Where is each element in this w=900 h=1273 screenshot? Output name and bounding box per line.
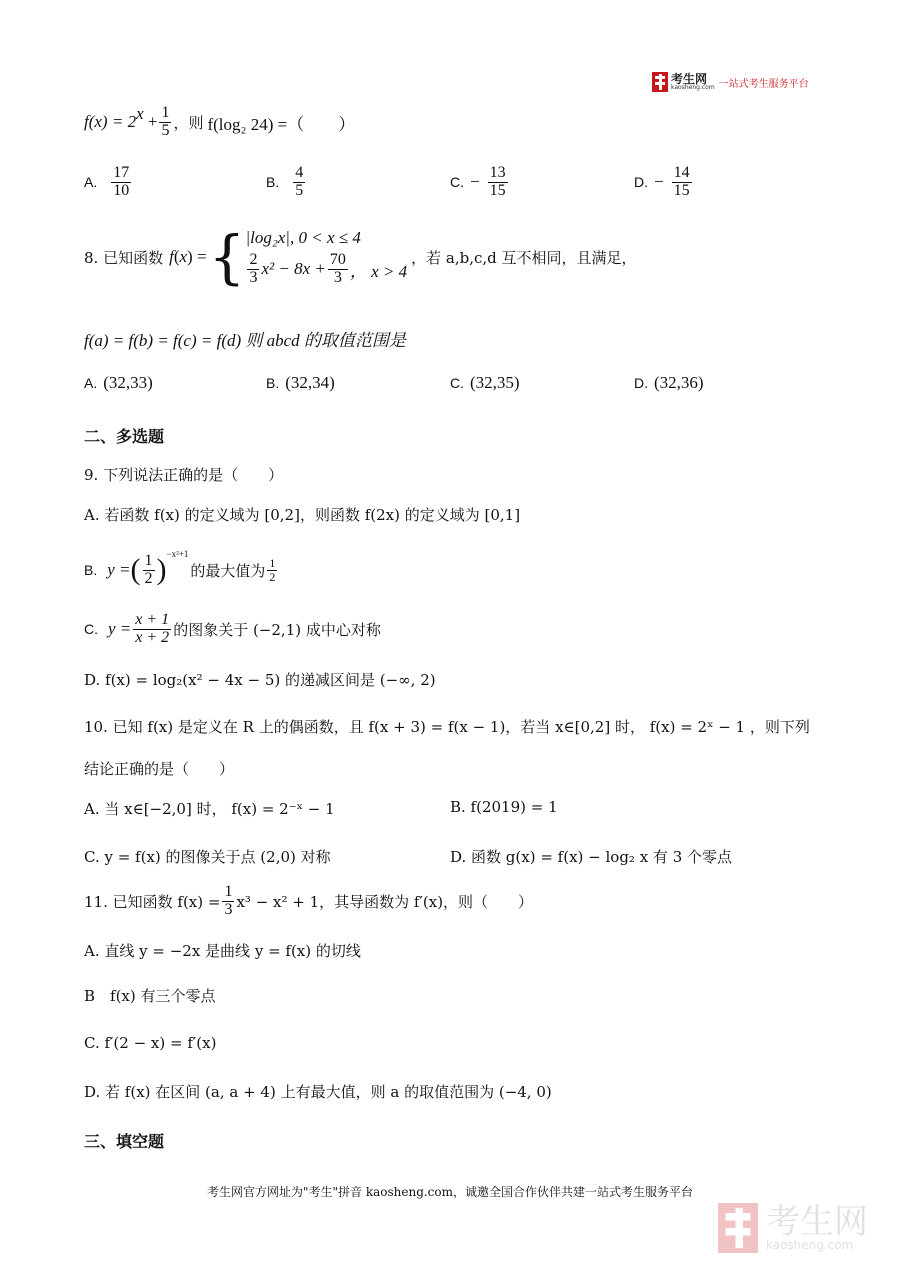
q10-stem-line2: 结论正确的是（ ） xyxy=(84,760,235,778)
kaosheng-logo-icon xyxy=(652,72,668,92)
header-slogan: 一站式考生服务平台 xyxy=(718,78,809,90)
q9-option-c[interactable]: C. y = $\frac{x + 1}{x + 2}$ 的图象关于 (−2,1) 成中心对称 xyxy=(84,611,381,646)
q10-option-c[interactable]: C. y = f(x) 的图像关于点 (2,0) 对称 xyxy=(84,848,331,866)
q8-suffix: ，若 a,b,c,d 互不相同，且满足， xyxy=(411,248,637,267)
watermark-sub: kaosheng.com xyxy=(766,1238,854,1252)
q7-tail: ，则 xyxy=(173,113,204,132)
q9-option-b[interactable]: B. y = ( $\frac{1}{2}$ ) $^{-x^2+1}$ 的最大值为 $\frac{1}{2}$ xyxy=(84,549,276,587)
q11-option-a[interactable]: A. 直线 y = −2x 是曲线 y = f(x) 的切线 xyxy=(84,942,361,960)
section-fill-blank: 三、填空题 xyxy=(84,1132,165,1151)
q7-ask: f(log₂ 24) =（ ） xyxy=(207,114,356,134)
q11-stem: 11. 已知函数 f(x) = $\frac{1}{3}$ x³ − x² + 1，其导函数为 f′(x)，则（ ） xyxy=(84,883,534,918)
q8-option-d[interactable]: D. (32,36) xyxy=(634,373,704,392)
piecewise-brace: { xyxy=(208,223,246,292)
q9-option-d[interactable]: D. f(x) = log₂(x² − 4x − 5) 的递减区间是 (−∞, 2) xyxy=(84,671,436,689)
q8-case2-mid: x² − 8x + xyxy=(261,259,326,279)
q9-stem: 9. 下列说法正确的是（ ） xyxy=(84,466,284,484)
q7-fraction: $\frac{1}{5}$ xyxy=(161,104,170,139)
q7-option-c[interactable]: C. − $\frac{13}{15}$ xyxy=(450,164,506,199)
header-logo xyxy=(652,72,809,92)
q10-option-a[interactable]: A. 当 x∈[−2,0] 时， f(x) = 2⁻ˣ − 1 xyxy=(84,800,335,818)
q11-option-b[interactable]: B f(x) 有三个零点 xyxy=(84,987,216,1005)
q7-stem: f(x) = 2 $^x$ + $\frac{1}{5}$ ，则 f(log₂ 24) =（ ） xyxy=(84,104,356,139)
q10-option-b[interactable]: B. f(2019) = 1 xyxy=(450,798,558,816)
q9-option-a[interactable]: A. 若函数 f(x) 的定义域为 [0,2]，则函数 f(2x) 的定义域为 [0,1] xyxy=(84,506,521,524)
q8-case2-cond: ， x > 4 xyxy=(349,261,408,281)
q8-option-b[interactable]: B. (32,34) xyxy=(266,373,335,392)
q8-stem: 8. 已知函数 f ( x ) = { |log₂x|, 0 < x ≤ 4 $\frac{2}{3}$ x² − 8x + $\frac{70}{3}$ ， x > 4 ，若 a,b,c,d 互不相同，且满足， xyxy=(84,223,637,292)
header-brand: 考生网 xyxy=(671,72,708,86)
header-brand-sub: kaosheng.com xyxy=(671,84,715,91)
q8-option-a[interactable]: A. (32,33) xyxy=(84,373,153,392)
q10-option-d[interactable]: D. 函数 g(x) = f(x) − log₂ x 有 3 个零点 xyxy=(450,848,733,866)
q7-option-a[interactable]: A. $\frac{17}{10}$ xyxy=(84,164,130,199)
q7-option-b[interactable]: B. $\frac{4}{5}$ xyxy=(266,164,304,199)
q8-case1: |log₂x|, 0 < x ≤ 4 xyxy=(245,228,361,247)
q7-eq-lhs: f(x) = 2 xyxy=(84,112,137,132)
watermark-logo-icon xyxy=(716,1203,760,1253)
footer-text: 考生网官方网址为"考生"拼音 kaosheng.com，诚邀全国合作伙伴共建一站式考生服务平台 xyxy=(206,1185,694,1199)
q8-line2: f(a) = f(b) = f(c) = f(d) 则 abcd 的取值范围是 xyxy=(84,331,406,350)
q11-option-c[interactable]: C. f′(2 − x) = f′(x) xyxy=(84,1034,217,1052)
q11-option-d[interactable]: D. 若 f(x) 在区间 (a, a + 4) 上有最大值，则 a 的取值范围为 (−4, 0) xyxy=(84,1083,552,1101)
q7-option-d[interactable]: D. − $\frac{14}{15}$ xyxy=(634,164,690,199)
section-multi-choice: 二、多选题 xyxy=(84,427,165,446)
q8-prefix: 8. 已知函数 xyxy=(84,248,164,267)
watermark-brand: 考生网 xyxy=(766,1202,868,1242)
q8-option-c[interactable]: C. (32,35) xyxy=(450,373,520,392)
watermark xyxy=(716,1203,868,1253)
q10-stem-line1: 10. 已知 f(x) 是定义在 R 上的偶函数，且 f(x + 3) = f(x − 1)，若当 x∈[0,2] 时， f(x) = 2ˣ − 1 ，则下列 xyxy=(84,718,810,736)
